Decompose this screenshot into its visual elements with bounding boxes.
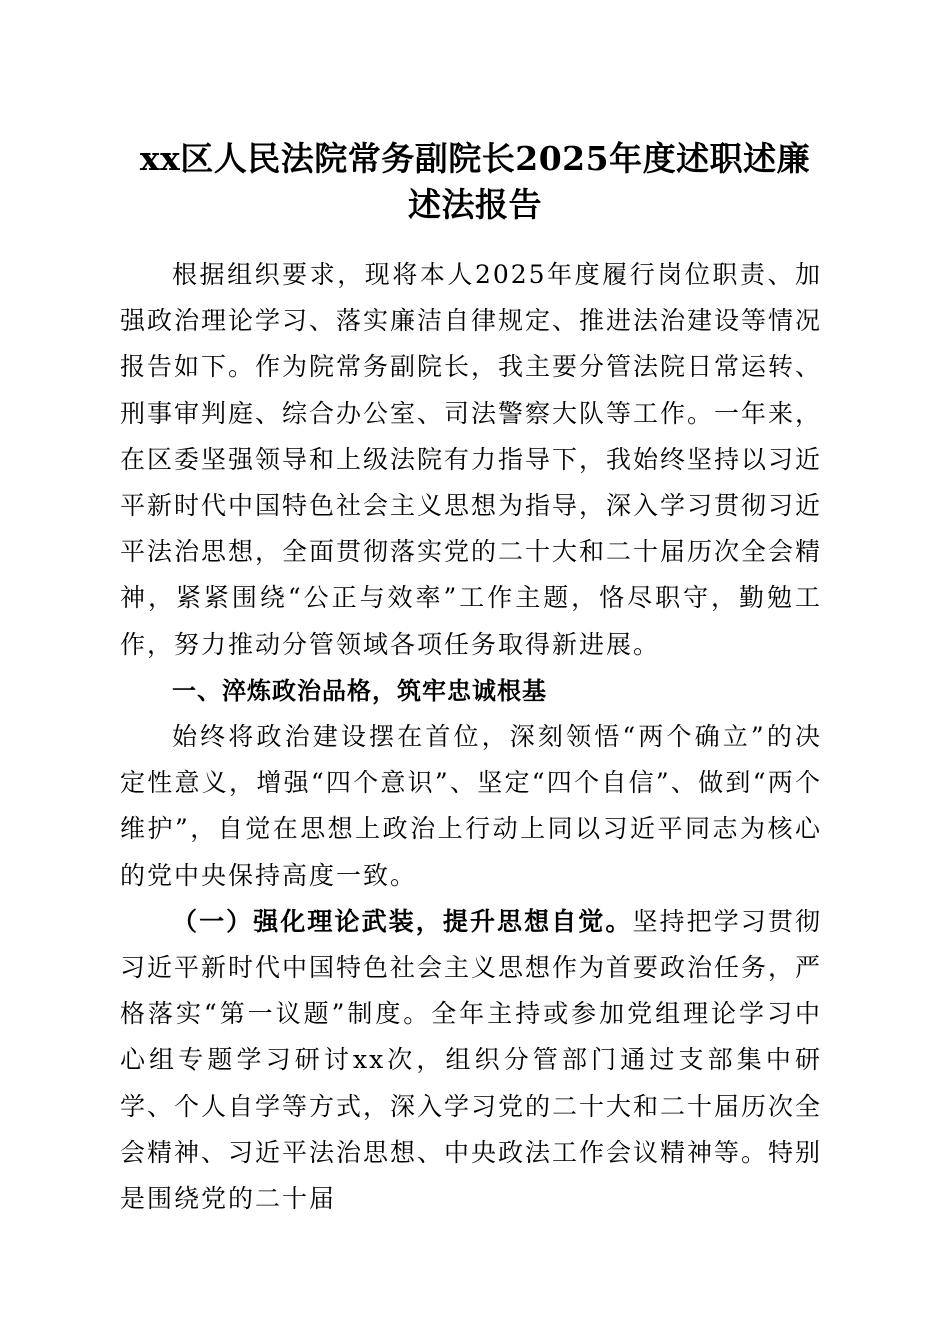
title-line-2: 述法报告 bbox=[408, 185, 542, 224]
section-1-paragraph: 始终将政治建设摆在首位，深刻领悟“两个确立”的决定性意义，增强“四个意识”、坚定“四个自信”、做到“两个维护”，自觉在思想上政治上行动上同以习近平同志为核心的党中央保持高度一致。 bbox=[120, 722, 822, 890]
document-body bbox=[120, 252, 822, 1222]
subsection-1-lead: （一）强化理论武装，提升思想自觉。 bbox=[172, 906, 633, 936]
subsection-1-text: 坚持把学习贯彻习近平新时代中国特色社会主义思想作为首要政治任务，严格落实“第一议题”制度。全年主持或参加党组理论学习中心组专题学习研讨xx次，组织分管部门通过支部集中研学、个人自学等方式，深入学习党的二十大和二十届历次全会精神、习近平法治思想、中央政法工作会议精神等。特别是围绕党的二十届 bbox=[120, 906, 823, 1214]
subsection-1-paragraph bbox=[120, 899, 822, 1222]
title-line-1: xx区人民法院常务副院长2025年度述职述廉 bbox=[139, 139, 811, 178]
intro-paragraph: 根据组织要求，现将本人2025年度履行岗位职责、加强政治理论学习、落实廉洁自律规定、推进法治建设等情况报告如下。作为院常务副院长，我主要分管法院日常运转、刑事审判庭、综合办公室、司法警察大队等工作。一年来，在区委坚强领导和上级法院有力指导下，我始终坚持以习近平新时代中国特色社会主义思想为指导，深入学习贯彻习近平法治思想，全面贯彻落实党的二十大和二十届历次全会精神，紧紧围绕“公正与效率”工作主题，恪尽职守，勤勉工作，努力推动分管领域各项任务取得新进展。 bbox=[120, 260, 823, 659]
document-title bbox=[100, 136, 850, 228]
section-heading-1: 一、淬炼政治品格，筑牢忠诚根基 bbox=[172, 676, 547, 705]
